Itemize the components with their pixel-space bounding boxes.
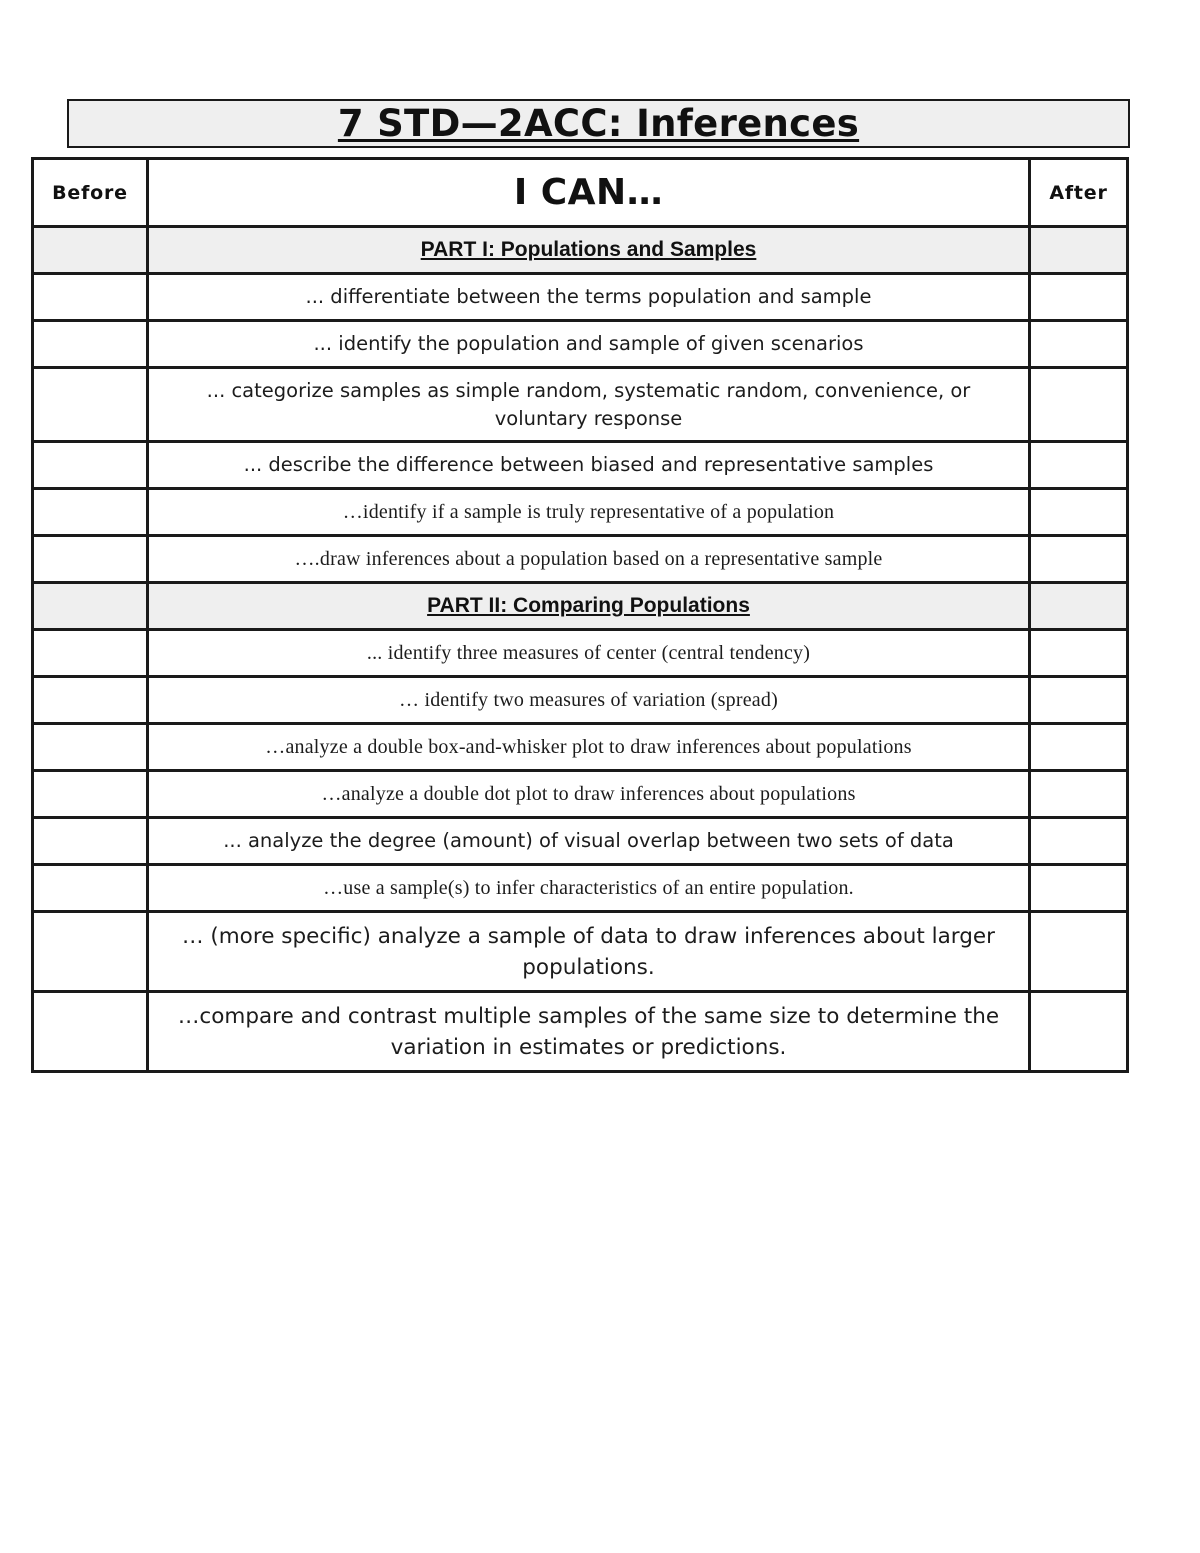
after-cell[interactable] bbox=[1030, 865, 1128, 912]
before-cell[interactable] bbox=[33, 368, 148, 442]
table-row bbox=[33, 992, 1128, 1072]
before-cell[interactable] bbox=[33, 865, 148, 912]
after-cell[interactable] bbox=[1030, 321, 1128, 368]
part-2-title: PART II: Comparing Populations bbox=[427, 594, 750, 617]
before-cell[interactable] bbox=[33, 771, 148, 818]
title-box bbox=[67, 99, 1130, 148]
table-row bbox=[33, 630, 1128, 677]
table-row bbox=[33, 912, 1128, 992]
statement: …compare and contrast multiple samples of the same size to determine the variation in estimates or predictions. bbox=[177, 1003, 1000, 1060]
statement: …analyze a double box-and-whisker plot to draw inferences about populations bbox=[265, 736, 912, 758]
statement: ... identify three measures of center (central tendency) bbox=[366, 642, 811, 664]
statement: ... categorize samples as simple random, systematic random, convenience, or voluntary response bbox=[206, 378, 971, 430]
statement: ... describe the difference between biased and representative samples bbox=[243, 453, 934, 476]
after-cell[interactable] bbox=[1030, 583, 1128, 630]
statement: … (more specific) analyze a sample of data to draw inferences about larger populations. bbox=[182, 923, 995, 980]
statement: ….draw inferences about a population based on a representative sample bbox=[294, 548, 883, 570]
after-cell[interactable] bbox=[1030, 536, 1128, 583]
part-1-title: PART I: Populations and Samples bbox=[420, 238, 757, 261]
after-cell[interactable] bbox=[1030, 442, 1128, 489]
before-cell[interactable] bbox=[33, 583, 148, 630]
part-2-row bbox=[33, 583, 1128, 630]
page-title: 7 STD—2ACC: Inferences bbox=[337, 102, 860, 145]
after-cell[interactable] bbox=[1030, 771, 1128, 818]
statement: ... differentiate between the terms population and sample bbox=[305, 285, 872, 308]
header-row bbox=[33, 159, 1128, 227]
i-can-header: I CAN… bbox=[148, 159, 1030, 227]
table-row bbox=[33, 321, 1128, 368]
before-cell[interactable] bbox=[33, 321, 148, 368]
after-cell[interactable] bbox=[1030, 818, 1128, 865]
before-cell[interactable] bbox=[33, 227, 148, 274]
after-cell[interactable] bbox=[1030, 912, 1128, 992]
before-cell[interactable] bbox=[33, 818, 148, 865]
before-header: Before bbox=[33, 159, 148, 227]
table-row bbox=[33, 442, 1128, 489]
i-can-table bbox=[31, 157, 1129, 1073]
statement: ... identify the population and sample of given scenarios bbox=[313, 332, 864, 355]
before-cell[interactable] bbox=[33, 992, 148, 1072]
statement: …identify if a sample is truly representative of a population bbox=[342, 501, 835, 523]
part-1-row bbox=[33, 227, 1128, 274]
table-row bbox=[33, 536, 1128, 583]
table-row bbox=[33, 677, 1128, 724]
after-cell[interactable] bbox=[1030, 630, 1128, 677]
after-cell[interactable] bbox=[1030, 677, 1128, 724]
table-row bbox=[33, 368, 1128, 442]
after-header: After bbox=[1030, 159, 1128, 227]
table-row bbox=[33, 771, 1128, 818]
after-cell[interactable] bbox=[1030, 227, 1128, 274]
statement: …analyze a double dot plot to draw inferences about populations bbox=[321, 783, 856, 805]
after-cell[interactable] bbox=[1030, 724, 1128, 771]
before-cell[interactable] bbox=[33, 489, 148, 536]
before-cell[interactable] bbox=[33, 442, 148, 489]
after-cell[interactable] bbox=[1030, 992, 1128, 1072]
statement: …use a sample(s) to infer characteristics of an entire population. bbox=[323, 877, 854, 899]
statement: ... analyze the degree (amount) of visual overlap between two sets of data bbox=[223, 829, 954, 852]
after-cell[interactable] bbox=[1030, 274, 1128, 321]
before-cell[interactable] bbox=[33, 677, 148, 724]
after-cell[interactable] bbox=[1030, 489, 1128, 536]
before-cell[interactable] bbox=[33, 724, 148, 771]
table-row bbox=[33, 865, 1128, 912]
before-cell[interactable] bbox=[33, 630, 148, 677]
table-row bbox=[33, 489, 1128, 536]
table-row bbox=[33, 724, 1128, 771]
before-cell[interactable] bbox=[33, 912, 148, 992]
after-cell[interactable] bbox=[1030, 368, 1128, 442]
before-cell[interactable] bbox=[33, 536, 148, 583]
before-cell[interactable] bbox=[33, 274, 148, 321]
statement: … identify two measures of variation (spread) bbox=[399, 689, 778, 711]
table-row bbox=[33, 818, 1128, 865]
table-row bbox=[33, 274, 1128, 321]
